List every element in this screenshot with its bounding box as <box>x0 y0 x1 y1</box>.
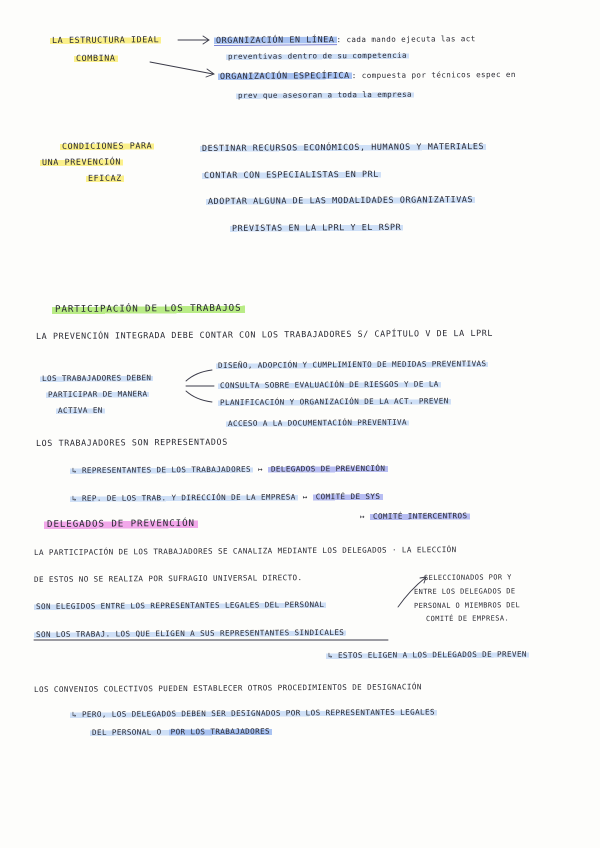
org-linea-desc: : cada mando ejecuta las act <box>336 34 476 45</box>
workers-label-line3: ACTIVA EN <box>57 405 103 415</box>
delegates-line-3 <box>34 599 326 612</box>
rep1-right: DELEGADOS DE PREVENCIÓN <box>268 464 388 474</box>
activity-item-1-text: DISEÑO, ADOPCIÓN Y CUMPLIMIENTO DE MEDIDAS PREVENTIVAS <box>217 359 487 370</box>
brace-line <box>186 370 212 381</box>
delegates-title <box>44 518 198 530</box>
workers-label-3 <box>56 405 105 416</box>
rep-line-2 <box>70 491 383 504</box>
structure-label <box>50 34 161 46</box>
condition-item-1 <box>200 141 486 154</box>
org-linea-line <box>214 33 476 46</box>
condition-item-2-text: CONTAR CON ESPECIALISTAS EN PRL <box>203 168 379 180</box>
activity-item-3-text: PLANIFICACIÓN Y ORGANIZACIÓN DE LA ACT. PREVEN <box>219 396 449 407</box>
delegates-line-6-text: LOS CONVENIOS COLECTIVOS PUEDEN ESTABLECER OTROS PROCEDIMIENTOS DE DESIGNACIÓN <box>33 682 422 694</box>
delegates-line-8b-text: POR LOS TRABAJADORES <box>170 726 271 737</box>
delegates-line-3-text: SON ELEGIDOS ENTRE LOS REPRESENTANTES LEGALES DEL PERSONAL <box>35 599 325 611</box>
activity-item-4-text: ACCESO A LA DOCUMENTACIÓN PREVENTIVA <box>227 417 408 428</box>
represented-text: LOS TRABAJADORES SON REPRESENTADOS <box>35 436 228 448</box>
delegates-line-2-text: DE ESTOS NO SE REALIZA POR SUFRAGIO UNIVERSAL DIRECTO. <box>33 573 303 584</box>
structure-label-line2: COMBINA <box>75 52 116 63</box>
delegates-note-1 <box>424 572 512 584</box>
represented-line <box>36 437 228 449</box>
delegates-line-7-text: ↳ PERO, LOS DELEGADOS DEBEN SER DESIGNADOS POR LOS REPRESENTANTES LEGALES <box>71 707 435 719</box>
rep2-arrow-icon: ↦ <box>302 492 308 502</box>
condition-item-4-text: PREVISTAS EN LA LPRL Y EL RSPR <box>231 221 402 233</box>
delegates-note-4 <box>426 613 509 625</box>
delegates-line-8 <box>90 726 272 738</box>
condition-item-3 <box>206 194 475 207</box>
org-espec-term: ORGANIZACIÓN ESPECÍFICA <box>219 70 350 81</box>
delegates-note-line3: PERSONAL O MIEMBROS DEL <box>413 601 521 610</box>
condition-item-1-text: DESTINAR RECURSOS ECONÓMICOS, HUMANOS Y MATERIALES <box>201 141 485 153</box>
org-linea-desc-2 <box>226 50 409 62</box>
delegates-line-1-text: LA PARTICIPACIÓN DE LOS TRABAJADORES SE CANALIZA MEDIANTE LOS DELEGADOS · LA ELECCIÓN <box>33 545 457 557</box>
activity-item-1 <box>216 358 489 371</box>
delegates-line-4-text: SON LOS TRABAJ. LOS QUE ELIGEN A SUS REPRESENTANTES SINDICALES <box>35 627 345 639</box>
delegates-title-text: DELEGADOS DE PREVENCIÓN <box>44 518 198 530</box>
conditions-label-line2: UNA PREVENCIÓN <box>41 156 122 167</box>
condition-item-3-text: ADOPTAR ALGUNA DE LAS MODALIDADES ORGANIZATIVAS <box>207 194 474 206</box>
activity-item-2-text: CONSULTA SOBRE EVALUACIÓN DE RIESGOS Y DE LA <box>219 379 439 390</box>
activity-item-4 <box>226 417 409 429</box>
arrow-line <box>150 62 213 74</box>
org-espec-line <box>218 69 516 82</box>
participation-intro-text: LA PREVENCIÓN INTEGRADA DEBE CONTAR CON LOS TRABAJADORES S/ CAPÍTULO V DE LA LPRL <box>35 327 494 341</box>
rep-line-3 <box>360 510 471 522</box>
condition-item-4 <box>230 222 403 234</box>
rep2-right: COMITÉ DE SYS <box>313 492 384 501</box>
rep1-arrow-icon: ↦ <box>257 464 263 474</box>
delegates-line-2 <box>34 572 303 585</box>
delegates-note-line4: COMITÉ DE EMPRESA. <box>425 614 510 623</box>
org-linea-desc-2-text: preventivas dentro de su competencia <box>227 50 408 61</box>
org-espec-desc-2-text: prev que asesoran a toda la empresa <box>237 89 413 100</box>
condition-item-2 <box>202 169 381 181</box>
rep1-left: ↳ REPRESENTANTES DE LOS TRABAJADORES <box>71 464 252 475</box>
rep-line-1 <box>70 463 388 476</box>
delegates-line-5-text: ↳ ESTOS ELIGEN A LOS DELEGADOS DE PREVEN <box>327 649 527 660</box>
delegates-line-8a-text: DEL PERSONAL O <box>91 727 167 737</box>
participation-title <box>52 303 245 315</box>
workers-label-line2: PARTICIPAR DE MANERA <box>47 389 148 399</box>
rep3-arrow-icon: ↦ <box>359 511 366 521</box>
activity-item-3 <box>218 395 451 408</box>
delegates-note-2 <box>414 586 516 598</box>
org-espec-desc-2 <box>236 89 414 101</box>
structure-label-line1: LA ESTRUCTURA IDEAL <box>51 34 160 45</box>
workers-label-1 <box>40 372 153 384</box>
delegates-line-5 <box>326 649 529 661</box>
conditions-label-2 <box>40 156 123 168</box>
workers-label-line1: LOS TRABAJADORES DEBEN <box>41 373 152 383</box>
conditions-label-1 <box>60 140 154 152</box>
delegates-note-line2: ENTRE LOS DELEGADOS DE <box>413 587 516 596</box>
rep2-left: ↳ REP. DE LOS TRAB. Y DIRECCIÓN DE LA EMPRESA <box>71 492 296 503</box>
structure-label-2 <box>74 53 118 64</box>
conditions-label-line1: CONDICIONES PARA <box>61 140 153 151</box>
delegates-line-4 <box>34 627 346 640</box>
participation-title-text: PARTICIPACIÓN DE LOS TRABAJOS <box>52 303 245 315</box>
rep3-right: COMITÉ INTERCENTROS <box>370 511 471 521</box>
brace-line <box>186 391 212 402</box>
workers-label-2 <box>46 388 150 400</box>
conditions-label-3 <box>86 173 124 184</box>
activity-item-2 <box>218 378 441 391</box>
delegates-note-line1: SELECCIONADOS POR Y <box>423 573 512 582</box>
org-linea-term: ORGANIZACIÓN EN LÍNEA <box>214 34 337 46</box>
conditions-label-line3: EFICAZ <box>87 172 122 183</box>
delegates-note-3 <box>414 600 520 612</box>
org-espec-desc: : compuesta por técnicos espec en <box>351 69 516 81</box>
